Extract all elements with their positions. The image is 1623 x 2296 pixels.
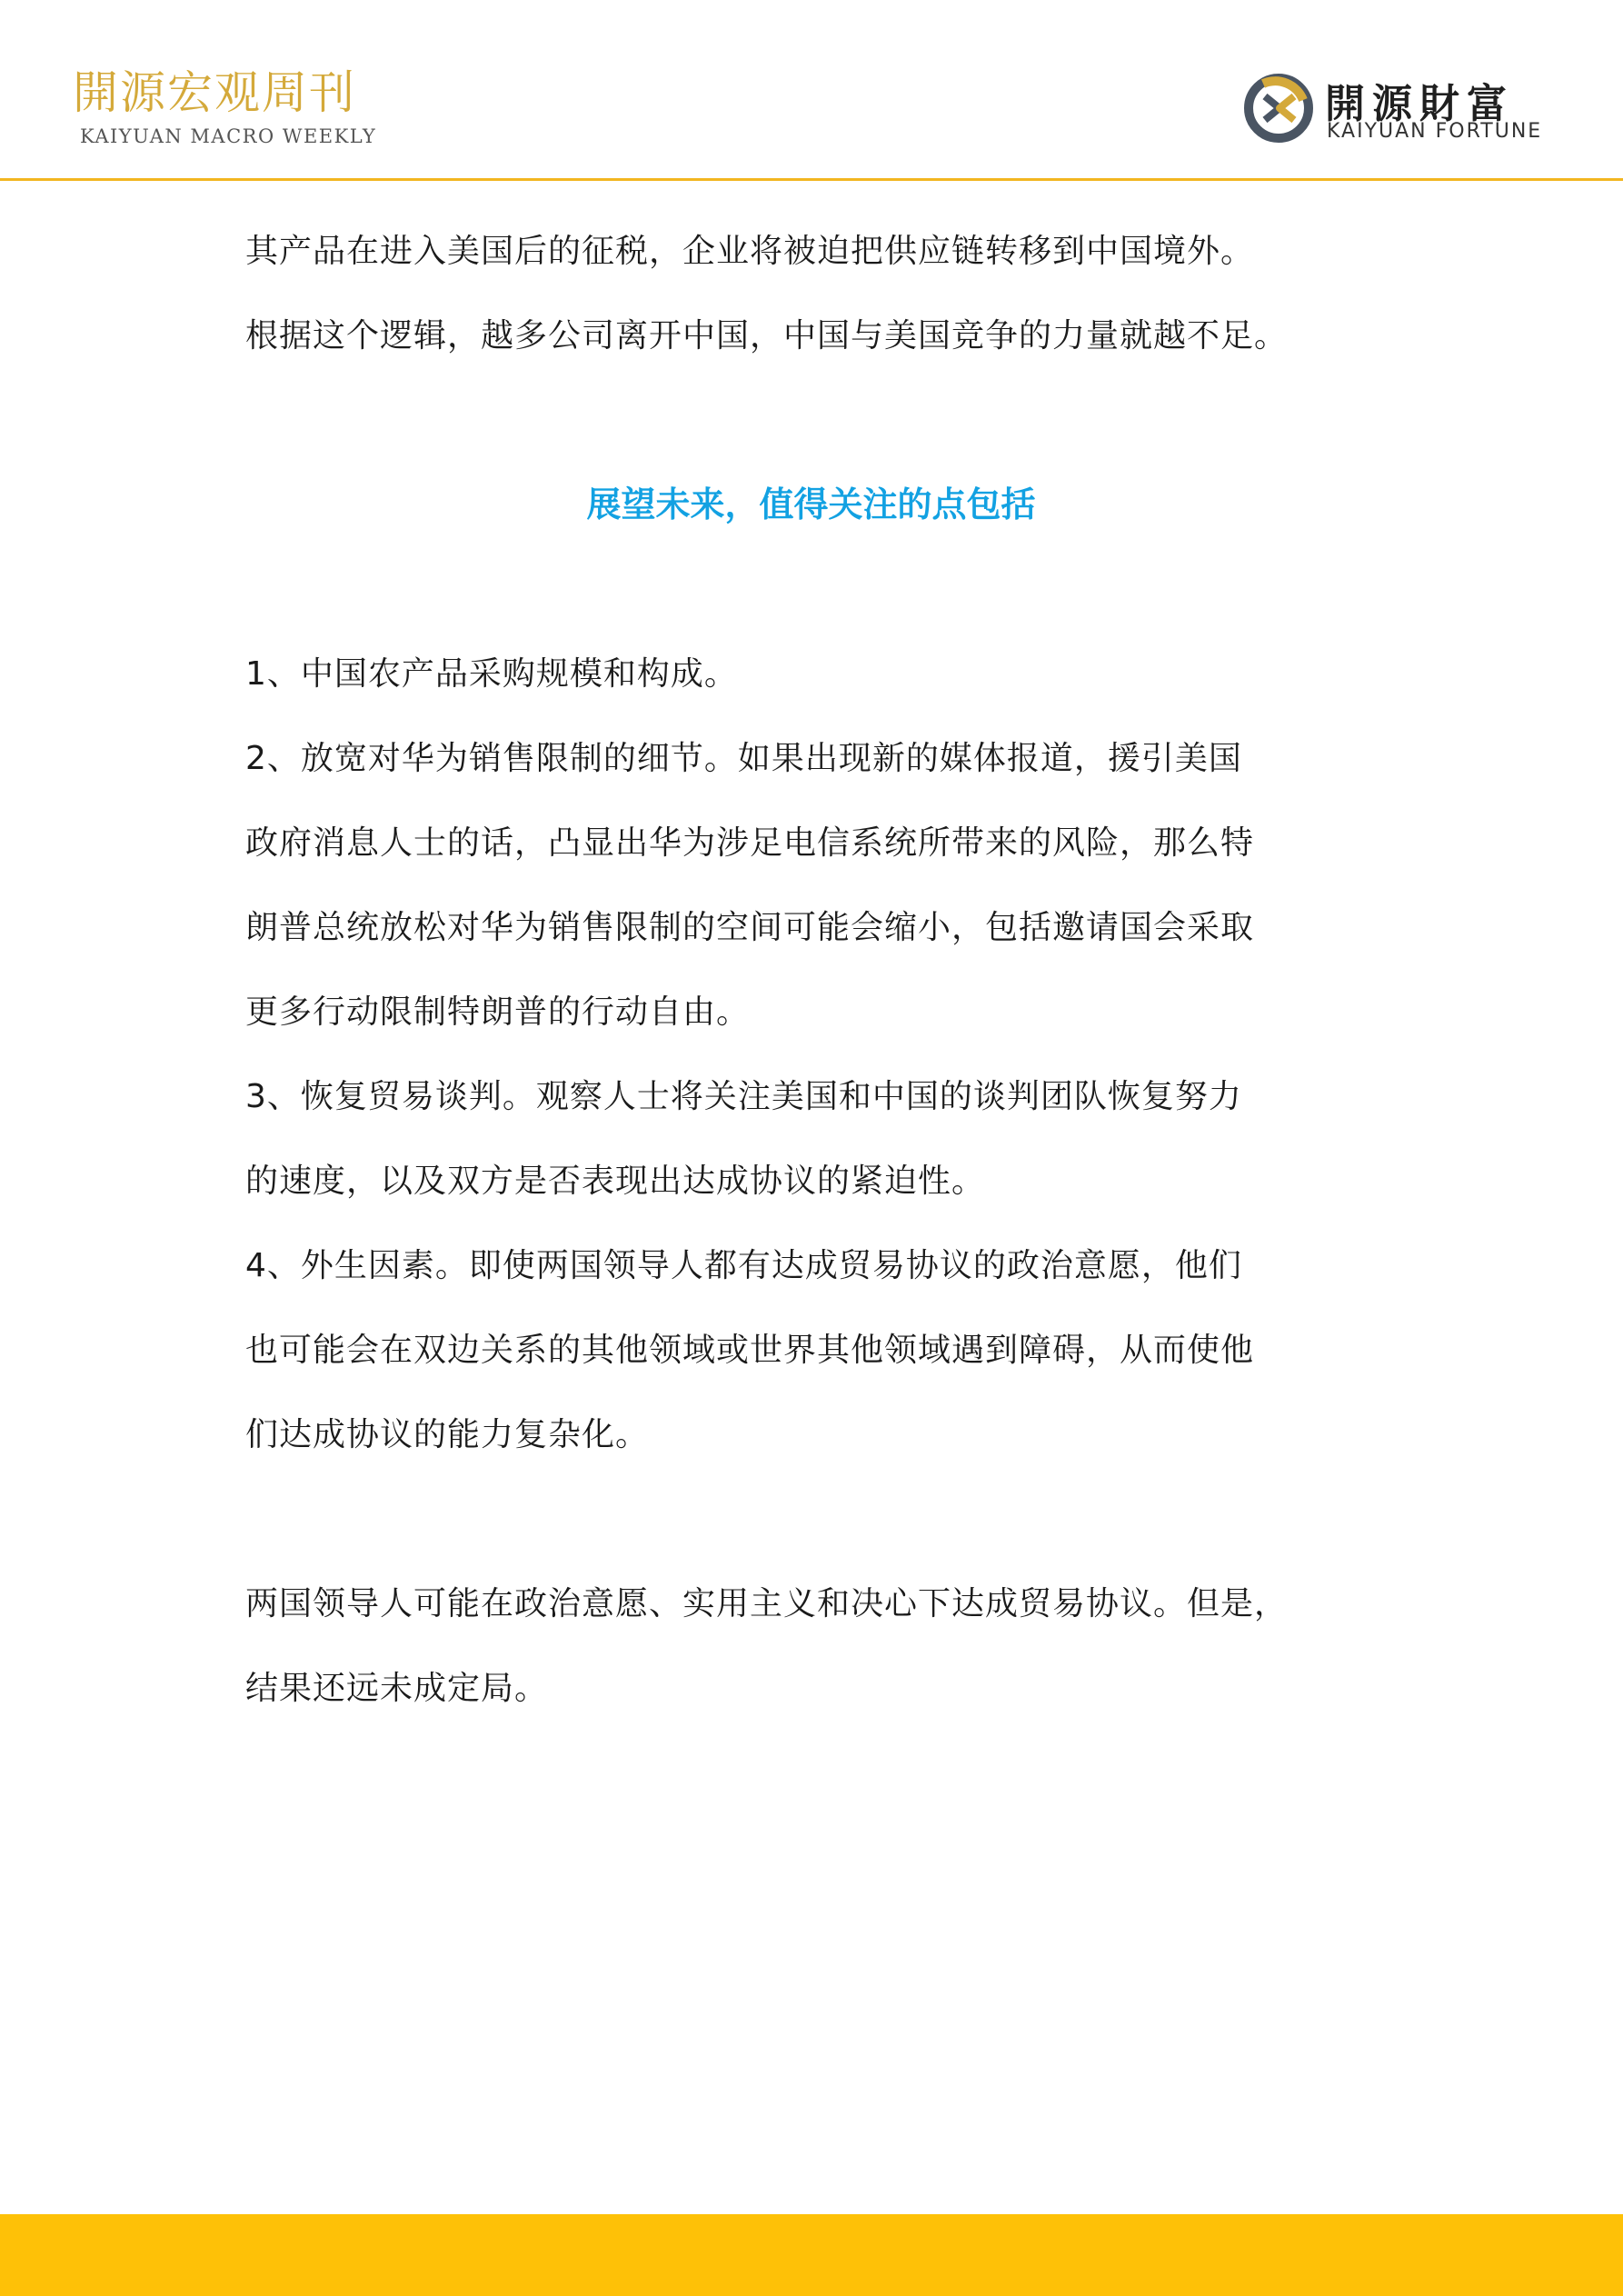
- kaiyuan-logo-icon: [1243, 73, 1314, 144]
- list-item-2-line: 政府消息人士的话，凸显出华为涉足电信系统所带来的风险，那么特: [245, 824, 1255, 862]
- footer-bar: [0, 2214, 1623, 2296]
- list-item-4-line: 也可能会在双边关系的其他领域或世界其他领域遇到障碍，从而使他: [245, 1332, 1255, 1369]
- list-item-3-line: 的速度，以及双方是否表现出达成协议的紧迫性。: [245, 1163, 986, 1200]
- company-logo: [1243, 73, 1570, 155]
- list-item-2-line: 更多行动限制特朗普的行动自由。: [245, 993, 751, 1031]
- publication-subtitle: KAIYUAN MACRO WEEKLY: [80, 125, 377, 147]
- spacer: [245, 547, 1377, 632]
- list-item-1: 1、中国农产品采购规模和构成。: [245, 655, 738, 693]
- intro-line: 其产品在进入美国后的征税，企业将被迫把供应链转移到中国境外。: [245, 233, 1255, 270]
- spacer: [245, 378, 1377, 463]
- closing-line: 结果还远未成定局。: [245, 1670, 549, 1707]
- list-item-2-line: 朗普总统放松对华为销售限制的空间可能会缩小，包括邀请国会采取: [245, 909, 1255, 946]
- spacer: [245, 1477, 1377, 1562]
- list-item-3-line: 3、恢复贸易谈判。观察人士将关注美国和中国的谈判团队恢复努力: [245, 1078, 1242, 1115]
- section-heading: 展望未来，值得关注的点包括: [586, 484, 1036, 524]
- logo-chinese-name: 開源財富: [1325, 81, 1514, 127]
- page-header: [0, 0, 1623, 180]
- header-divider: [0, 178, 1623, 181]
- list-item-4-line: 们达成协议的能力复杂化。: [245, 1416, 650, 1453]
- list-item-4-line: 4、外生因素。即使两国领导人都有达成贸易协议的政治意愿，他们: [245, 1247, 1242, 1284]
- publication-title: 開源宏观周刊: [73, 66, 356, 119]
- article-body: [245, 209, 1377, 1731]
- closing-line: 两国领导人可能在政治意愿、实用主义和决心下达成贸易协议。但是，: [245, 1585, 1289, 1622]
- list-item-2-line: 2、放宽对华为销售限制的细节。如果出现新的媒体报道，援引美国: [245, 740, 1242, 777]
- logo-english-name: KAIYUAN FORTUNE: [1327, 120, 1543, 143]
- intro-line: 根据这个逻辑，越多公司离开中国，中国与美国竞争的力量就越不足。: [245, 317, 1289, 354]
